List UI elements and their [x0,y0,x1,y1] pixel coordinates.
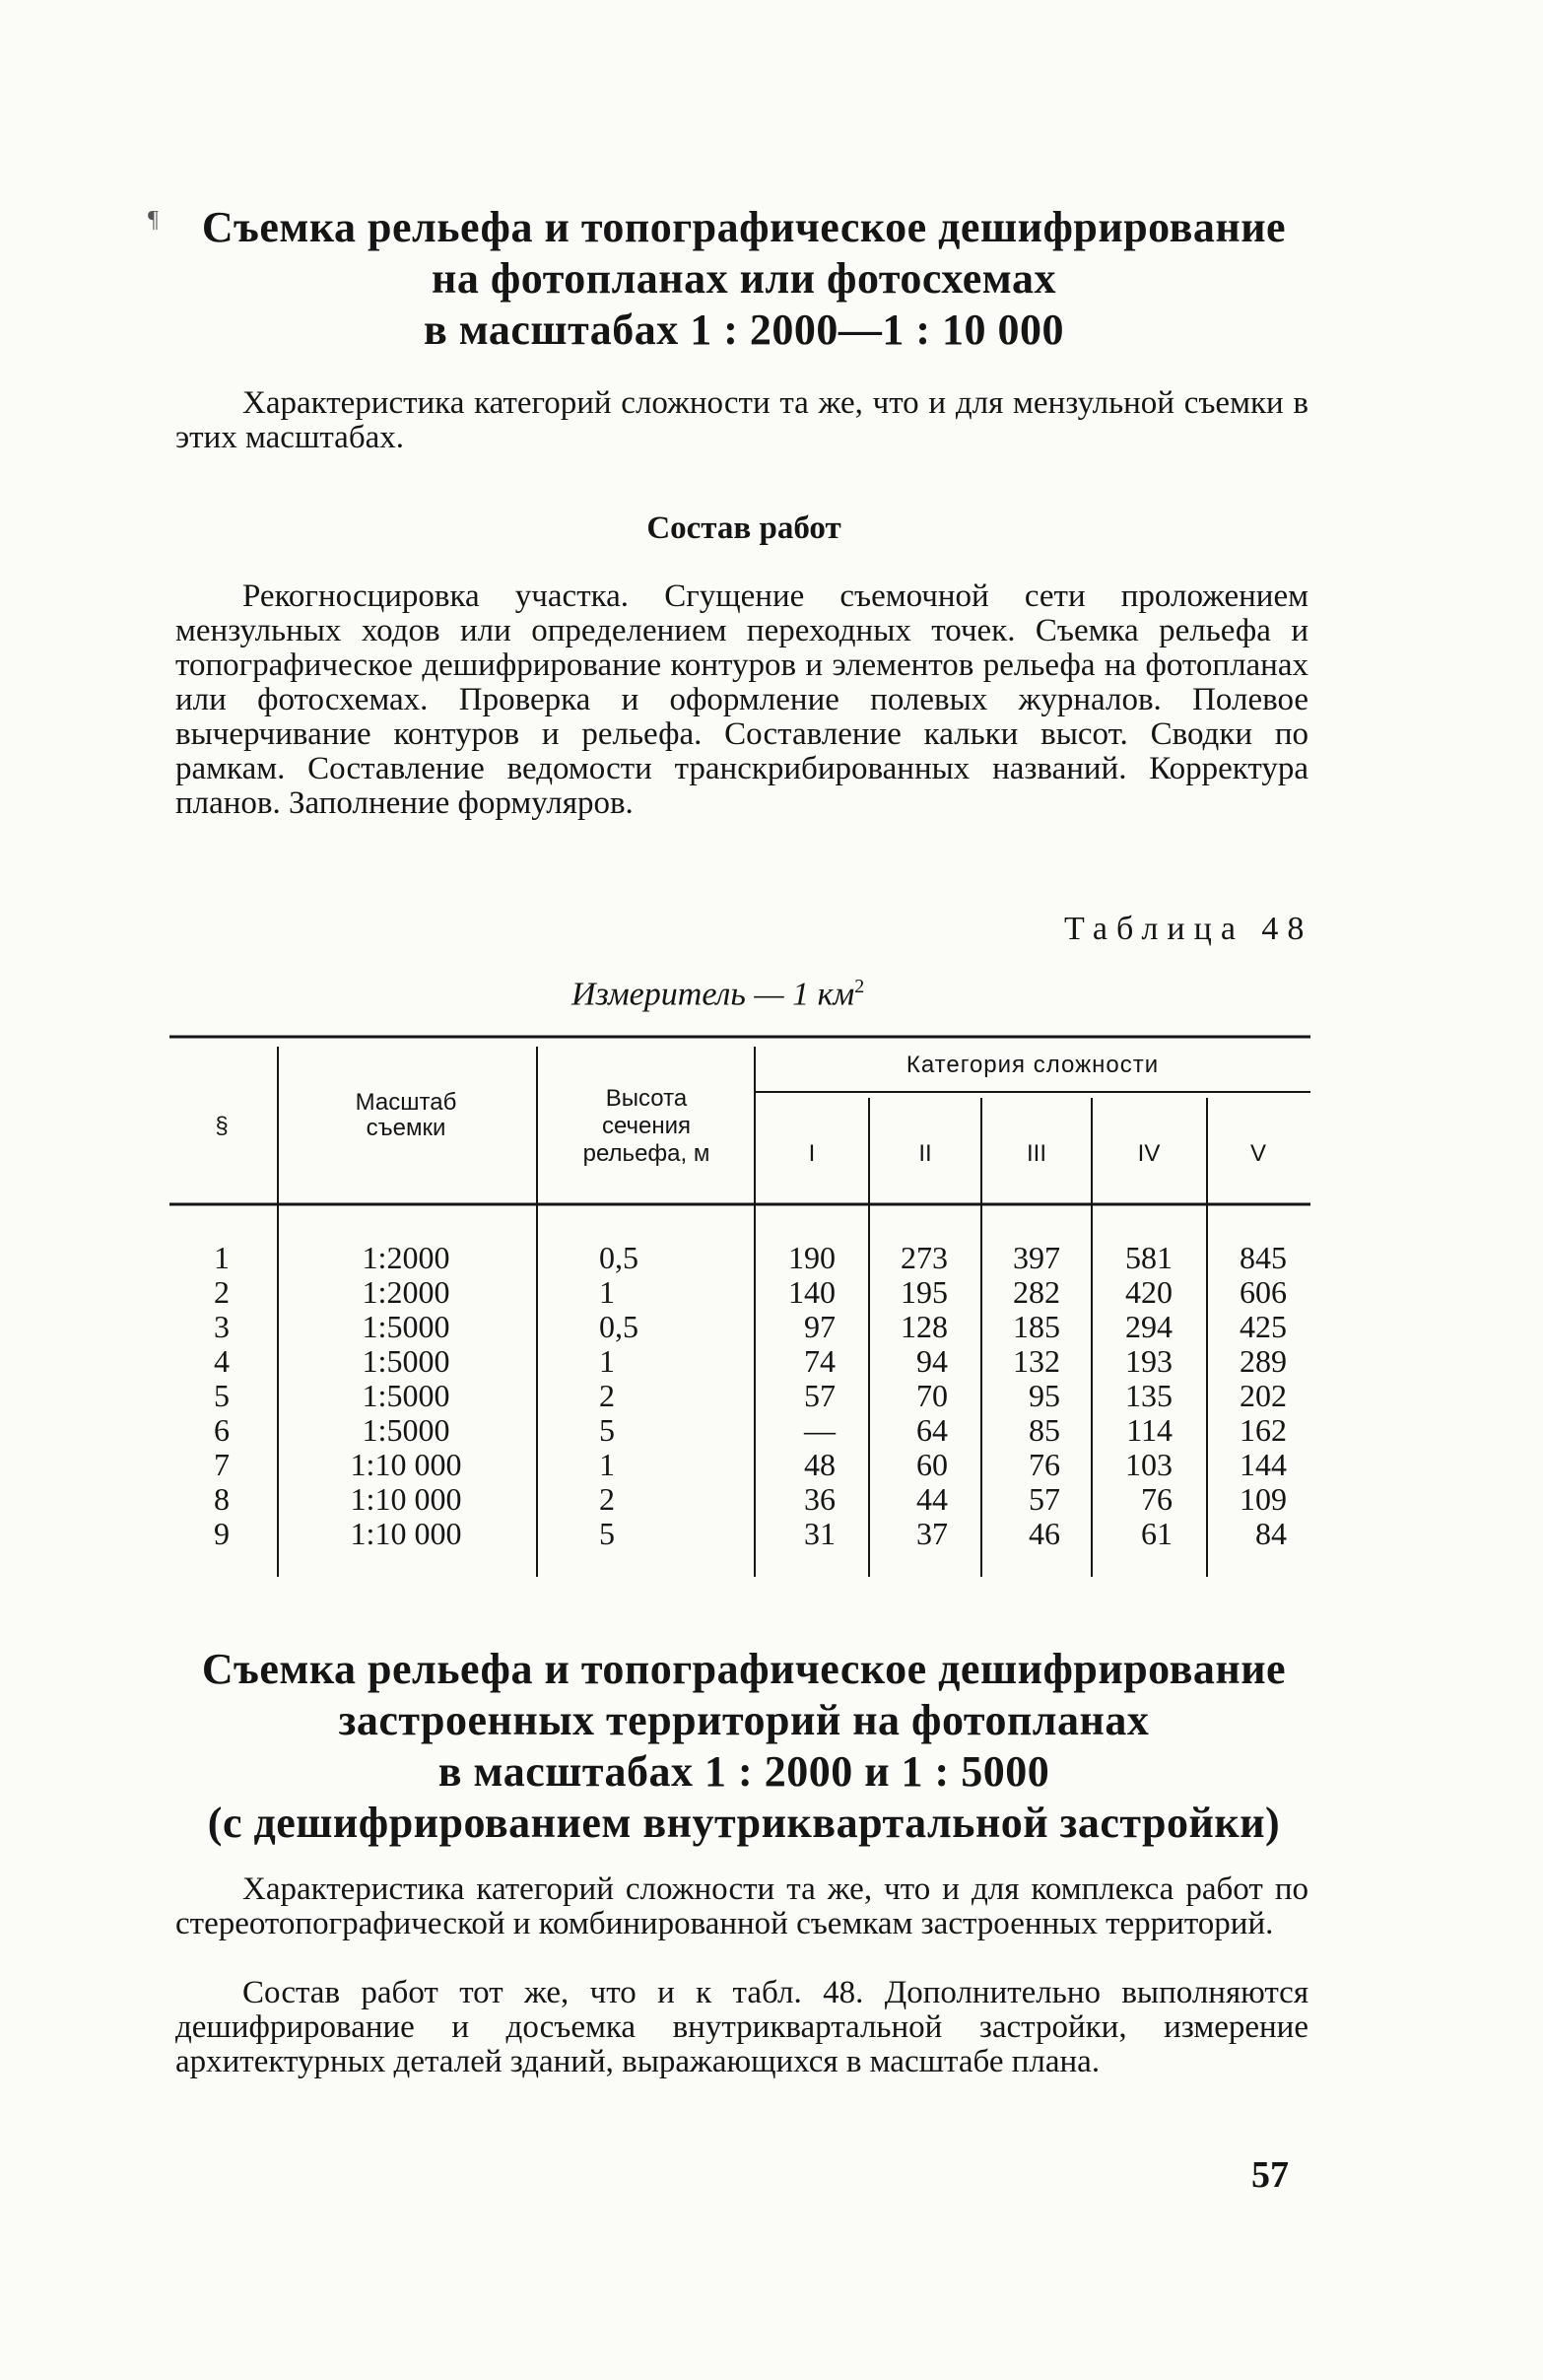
row-value: 606 [1240,1274,1287,1310]
row-value: 74 [804,1343,836,1379]
row-num: 8 [214,1481,230,1517]
row-value: 95 [1029,1378,1060,1413]
header-category: II [918,1140,932,1167]
section1-title-line: Съемка рельефа и топографическое дешифрирование [201,203,1287,251]
table-row [214,1240,1287,1275]
section2-para1 [175,1872,1308,1941]
row-value: 190 [788,1240,836,1275]
row-value: 37 [916,1516,948,1551]
row-value: 57 [804,1378,836,1413]
row-value: 97 [804,1309,836,1344]
row-value: 128 [901,1309,948,1344]
row-value: 94 [916,1343,948,1379]
header-height: рельефа, м [582,1140,710,1167]
section1-title-line: на фотопланах или фотосхемах [432,254,1056,303]
row-value: 420 [1125,1274,1173,1310]
row-value: 140 [788,1274,836,1310]
section1-subheading: Состав работ [646,510,841,546]
row-value: 76 [1141,1481,1173,1517]
row-height: 2 [599,1481,615,1517]
section2-title-line: Съемка рельефа и топографическое дешифрирование [201,1645,1287,1693]
section2-title-line: (с дешифрированием внутриквартальной застройки) [207,1799,1281,1847]
table-row [214,1274,1287,1310]
row-value: 185 [1013,1309,1060,1344]
row-num: 6 [214,1412,230,1448]
row-value: 144 [1240,1447,1287,1482]
section1-title-line: в масштабах 1 : 2000—1 : 10 000 [423,306,1065,354]
row-value: 581 [1125,1240,1173,1275]
row-value: 114 [1126,1412,1173,1448]
section2-para2 [175,1976,1308,2079]
row-value: — [804,1412,836,1448]
table-measure-text: Измеритель — 1 км [571,976,855,1013]
row-value: 397 [1013,1240,1060,1275]
section2-title-line: застроенных территорий на фотопланах [338,1696,1150,1744]
row-height: 5 [599,1412,615,1448]
header-category: IV [1137,1140,1161,1167]
row-value: 76 [1029,1447,1060,1482]
row-value: 31 [804,1516,836,1551]
section2-para2-text: Состав работ тот же, что и к табл. 48. Дополнительно выполняются дешифрирование и досъемка внутриквартальной застройки, измерение архитектурных деталей зданий, выражающихся в масштабе плана. [175,1975,1308,2079]
row-scale: 1:2000 [362,1240,450,1275]
table-row [214,1481,1287,1517]
table-row [214,1309,1287,1344]
header-height: сечения [601,1113,692,1139]
header-scale: Масштаб [355,1089,457,1116]
row-num: 3 [214,1309,230,1344]
row-value: 48 [804,1447,836,1482]
section2-title [168,1644,1320,1849]
table-body [214,1240,1287,1551]
row-value: 64 [916,1412,948,1448]
row-scale: 1:5000 [362,1412,450,1448]
section1-intro-text: Характеристика категорий сложности та же, что и для мензульной съемки в этих масштабах. [175,385,1308,455]
row-value: 46 [1029,1516,1060,1551]
table-row [214,1447,1287,1482]
row-value: 294 [1125,1309,1173,1344]
header-num: § [215,1113,229,1139]
table-header [215,1052,1266,1167]
header-category: V [1249,1140,1267,1167]
header-category: I [808,1140,816,1167]
row-num: 5 [214,1378,230,1413]
row-scale: 1:5000 [362,1309,450,1344]
row-num: 2 [214,1274,230,1310]
row-height: 2 [599,1378,615,1413]
row-value: 135 [1125,1378,1173,1413]
row-num: 9 [214,1516,230,1551]
table-row [214,1378,1287,1413]
row-value: 195 [901,1274,948,1310]
row-scale: 1:5000 [362,1343,450,1379]
row-scale: 1:2000 [362,1274,450,1310]
row-num: 1 [214,1240,230,1275]
header-category-group: Категория сложности [906,1052,1160,1078]
row-value: 273 [901,1240,948,1275]
section1-work-text-body: Рекогносцировка участка. Сгущение съемочной сети проложением мензульных ходов или определением переходных точек. Съемка рельефа и топографическое дешифрирование контуров и элементов рельефа на фотопланах или фотосхемах. Проверка и оформление полевых журналов. Полевое вычерчивание контуров и рельефа. Составление кальки высот. Сводки по рамкам. Составление ведомости транскрибированных названий. Корректура планов. Заполнение формуляров. [175,578,1308,821]
row-value: 103 [1125,1447,1173,1482]
section2-title-line: в масштабах 1 : 2000 и 1 : 5000 [437,1747,1050,1796]
row-value: 85 [1029,1412,1060,1448]
row-value: 84 [1255,1516,1287,1551]
row-height: 1 [599,1447,615,1482]
row-value: 132 [1013,1343,1060,1379]
row-height: 1 [599,1343,615,1379]
row-scale: 1:10 000 [350,1481,462,1517]
header-scale: съемки [366,1115,446,1141]
table-row [214,1516,1287,1551]
table-row [214,1343,1287,1379]
row-value: 162 [1240,1412,1287,1448]
row-value: 425 [1240,1309,1287,1344]
page-number: 57 [1251,2154,1289,2196]
row-height: 5 [599,1516,615,1551]
section2-para1-text: Характеристика категорий сложности та же, что и для комплекса работ по стереотопографической и комбинированной съемкам застроенных территорий. [175,1871,1308,1941]
row-value: 57 [1029,1481,1060,1517]
margin-mark: ¶ [148,207,159,233]
row-value: 70 [916,1378,948,1413]
row-num: 4 [214,1343,230,1379]
table-label: Таблица 48 [1064,911,1313,947]
row-value: 60 [916,1447,948,1482]
header-height: Высота [605,1085,688,1112]
row-value: 109 [1240,1481,1287,1517]
table-measure-sup: 2 [854,976,865,997]
row-height: 0,5 [599,1309,638,1344]
row-num: 7 [214,1447,230,1482]
row-value: 44 [916,1481,948,1517]
row-scale: 1:5000 [362,1378,450,1413]
row-scale: 1:10 000 [350,1516,462,1551]
row-height: 1 [599,1274,615,1310]
row-value: 289 [1240,1343,1287,1379]
row-value: 845 [1240,1240,1287,1275]
row-value: 36 [804,1481,836,1517]
header-category: III [1026,1140,1047,1167]
table-row [214,1412,1287,1448]
row-value: 202 [1240,1378,1287,1413]
row-value: 282 [1013,1274,1060,1310]
row-height: 0,5 [599,1240,638,1275]
row-scale: 1:10 000 [350,1447,462,1482]
row-value: 193 [1125,1343,1173,1379]
row-value: 61 [1141,1516,1173,1551]
